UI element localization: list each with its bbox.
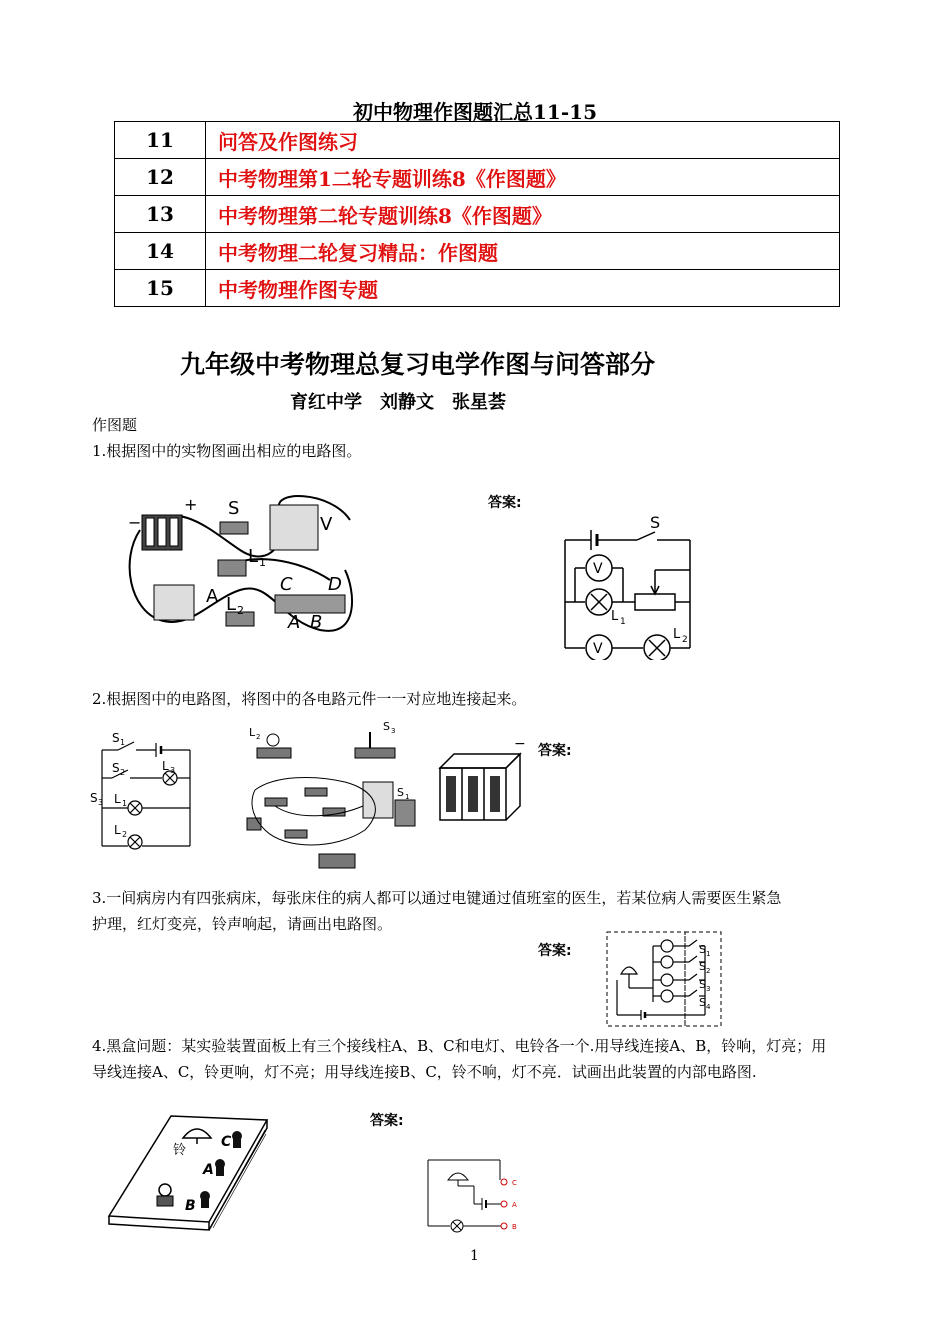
battery-minus: −: [514, 738, 526, 752]
fig2c-s1: S: [397, 786, 404, 799]
toc-item-title[interactable]: 中考物理二轮复习精品：作图题: [206, 233, 840, 270]
fig2-s3: S: [90, 791, 98, 805]
ans3-s3: S: [699, 978, 706, 991]
toc-item-title[interactable]: 中考物理作图专题: [206, 270, 840, 307]
battery-icon: [438, 738, 528, 828]
question-3-line-2: 护理，红灯变亮，铃声响起，请画出电路图。: [92, 915, 393, 933]
answer-label: 答案:: [370, 1113, 404, 1129]
toc-num: 15: [115, 270, 206, 307]
fig2-l2: L: [114, 823, 121, 837]
answer-label: 答案:: [488, 495, 522, 511]
fig2c-l2-sub: 2: [256, 733, 261, 741]
fig1-b: B: [310, 612, 323, 633]
fig2c-s3-sub: 3: [391, 727, 396, 735]
section-label: 作图题: [92, 416, 138, 434]
ans3-s1: S: [699, 943, 706, 956]
fig4-bell: 铃: [173, 1143, 187, 1158]
page-number: 1: [470, 1248, 479, 1264]
fig1-a2: A: [206, 586, 219, 607]
ans3-s4: S: [699, 996, 706, 1009]
fig1-minus: −: [128, 513, 142, 532]
ans1-s: S: [650, 513, 661, 532]
table-row: [115, 233, 840, 270]
fig4-a: A: [203, 1162, 214, 1178]
fig2-s1-sub: 1: [120, 738, 126, 747]
toc-num: 11: [115, 122, 206, 159]
fig2-s2: S: [112, 761, 120, 775]
fig2-s2-sub: 2: [120, 768, 126, 777]
figure-2-circuit-diagram: [90, 728, 200, 853]
ans4-b: B: [512, 1223, 517, 1231]
question-4-line-2: 导线连接A、C，铃更响，灯不亮；用导线连接B、C，铃不响，灯不亮．试画出此装置的内部电路图.: [92, 1063, 757, 1081]
fig4-b: B: [185, 1198, 196, 1214]
fig2-l1: L: [114, 792, 121, 806]
fig2c-s3: S: [383, 720, 390, 733]
ans1-l1: L: [611, 609, 619, 624]
ans3-s2-sub: 2: [706, 967, 711, 975]
question-2: 2.根据图中的电路图，将图中的各电路元件一一对应地连接起来。: [92, 690, 527, 708]
fig1-c: C: [280, 574, 293, 595]
fig1-l2: L: [226, 594, 237, 615]
ans1-v1: V: [593, 561, 603, 577]
fig4-c: C: [221, 1134, 232, 1150]
toc-table: [114, 121, 840, 307]
ans3-s2: S: [699, 960, 706, 973]
table-row: [115, 159, 840, 196]
ans3-s4-sub: 4: [706, 1003, 711, 1011]
ans1-l1-sub: 1: [620, 617, 626, 627]
fig1-d: D: [328, 574, 342, 595]
table-row: [115, 196, 840, 233]
answer-4-circuit-diagram: [420, 1152, 530, 1237]
document-authors: 育红中学 刘静文 张星荟: [290, 392, 506, 413]
fig1-a: A: [288, 612, 301, 633]
ans3-s1-sub: 1: [706, 950, 711, 958]
figure-2-components: [245, 720, 425, 880]
fig2-s3-sub: 3: [98, 798, 104, 807]
fig2-l1-sub: 1: [122, 799, 128, 808]
table-row: [115, 270, 840, 307]
question-4-line-1: 4.黑盒问题：某实验装置面板上有三个接线柱A、B、C和电灯、电铃各一个.用导线连接A、B，铃响，灯亮；用: [92, 1037, 827, 1055]
answer-label: 答案:: [538, 943, 572, 959]
fig2c-s1-sub: 1: [405, 793, 410, 801]
fig1-l1-sub: 1: [259, 556, 266, 569]
answer-3-circuit-diagram: [605, 930, 725, 1028]
fig2-l3-sub: 3: [170, 766, 176, 775]
fig1-s: S: [228, 498, 240, 519]
figure-1-physical-circuit: [120, 490, 370, 640]
table-row: [115, 122, 840, 159]
toc-num: 13: [115, 196, 206, 233]
ans1-l2: L: [673, 627, 681, 642]
fig1-l1: L: [248, 546, 259, 567]
fig1-v: V: [320, 514, 333, 535]
question-1: 1.根据图中的实物图画出相应的电路图。: [92, 442, 362, 460]
fig1-l2-sub: 2: [237, 604, 244, 617]
figure-4-black-box: [105, 1108, 275, 1238]
fig1-plus: +: [184, 495, 198, 514]
fig2-l2-sub: 2: [122, 830, 128, 839]
question-3-line-1: 3.一间病房内有四张病床，每张床住的病人都可以通过电键通过值班室的医生，若某位病人需要医生紧急: [92, 889, 782, 907]
ans1-v2: V: [593, 641, 603, 657]
answer-label: 答案:: [538, 743, 572, 759]
fig2-l3: L: [162, 759, 169, 773]
fig2c-l2: L: [249, 726, 256, 739]
toc-num: 14: [115, 233, 206, 270]
document-heading: 九年级中考物理总复习电学作图与问答部分: [180, 350, 656, 379]
toc-item-title[interactable]: 问答及作图练习: [206, 122, 840, 159]
toc-title: 初中物理作图题汇总11-15: [353, 100, 597, 124]
toc-num: 12: [115, 159, 206, 196]
toc-item-title[interactable]: 中考物理第二轮专题训练8《作图题》: [206, 196, 840, 233]
ans3-s3-sub: 3: [706, 985, 711, 993]
ans4-c: C: [512, 1179, 517, 1187]
toc-item-title[interactable]: 中考物理第1二轮专题训练8《作图题》: [206, 159, 840, 196]
ans4-a: A: [512, 1201, 517, 1209]
ans1-l2-sub: 2: [682, 635, 688, 645]
fig2-s1: S: [112, 731, 120, 745]
answer-1-circuit-diagram: [555, 510, 705, 660]
